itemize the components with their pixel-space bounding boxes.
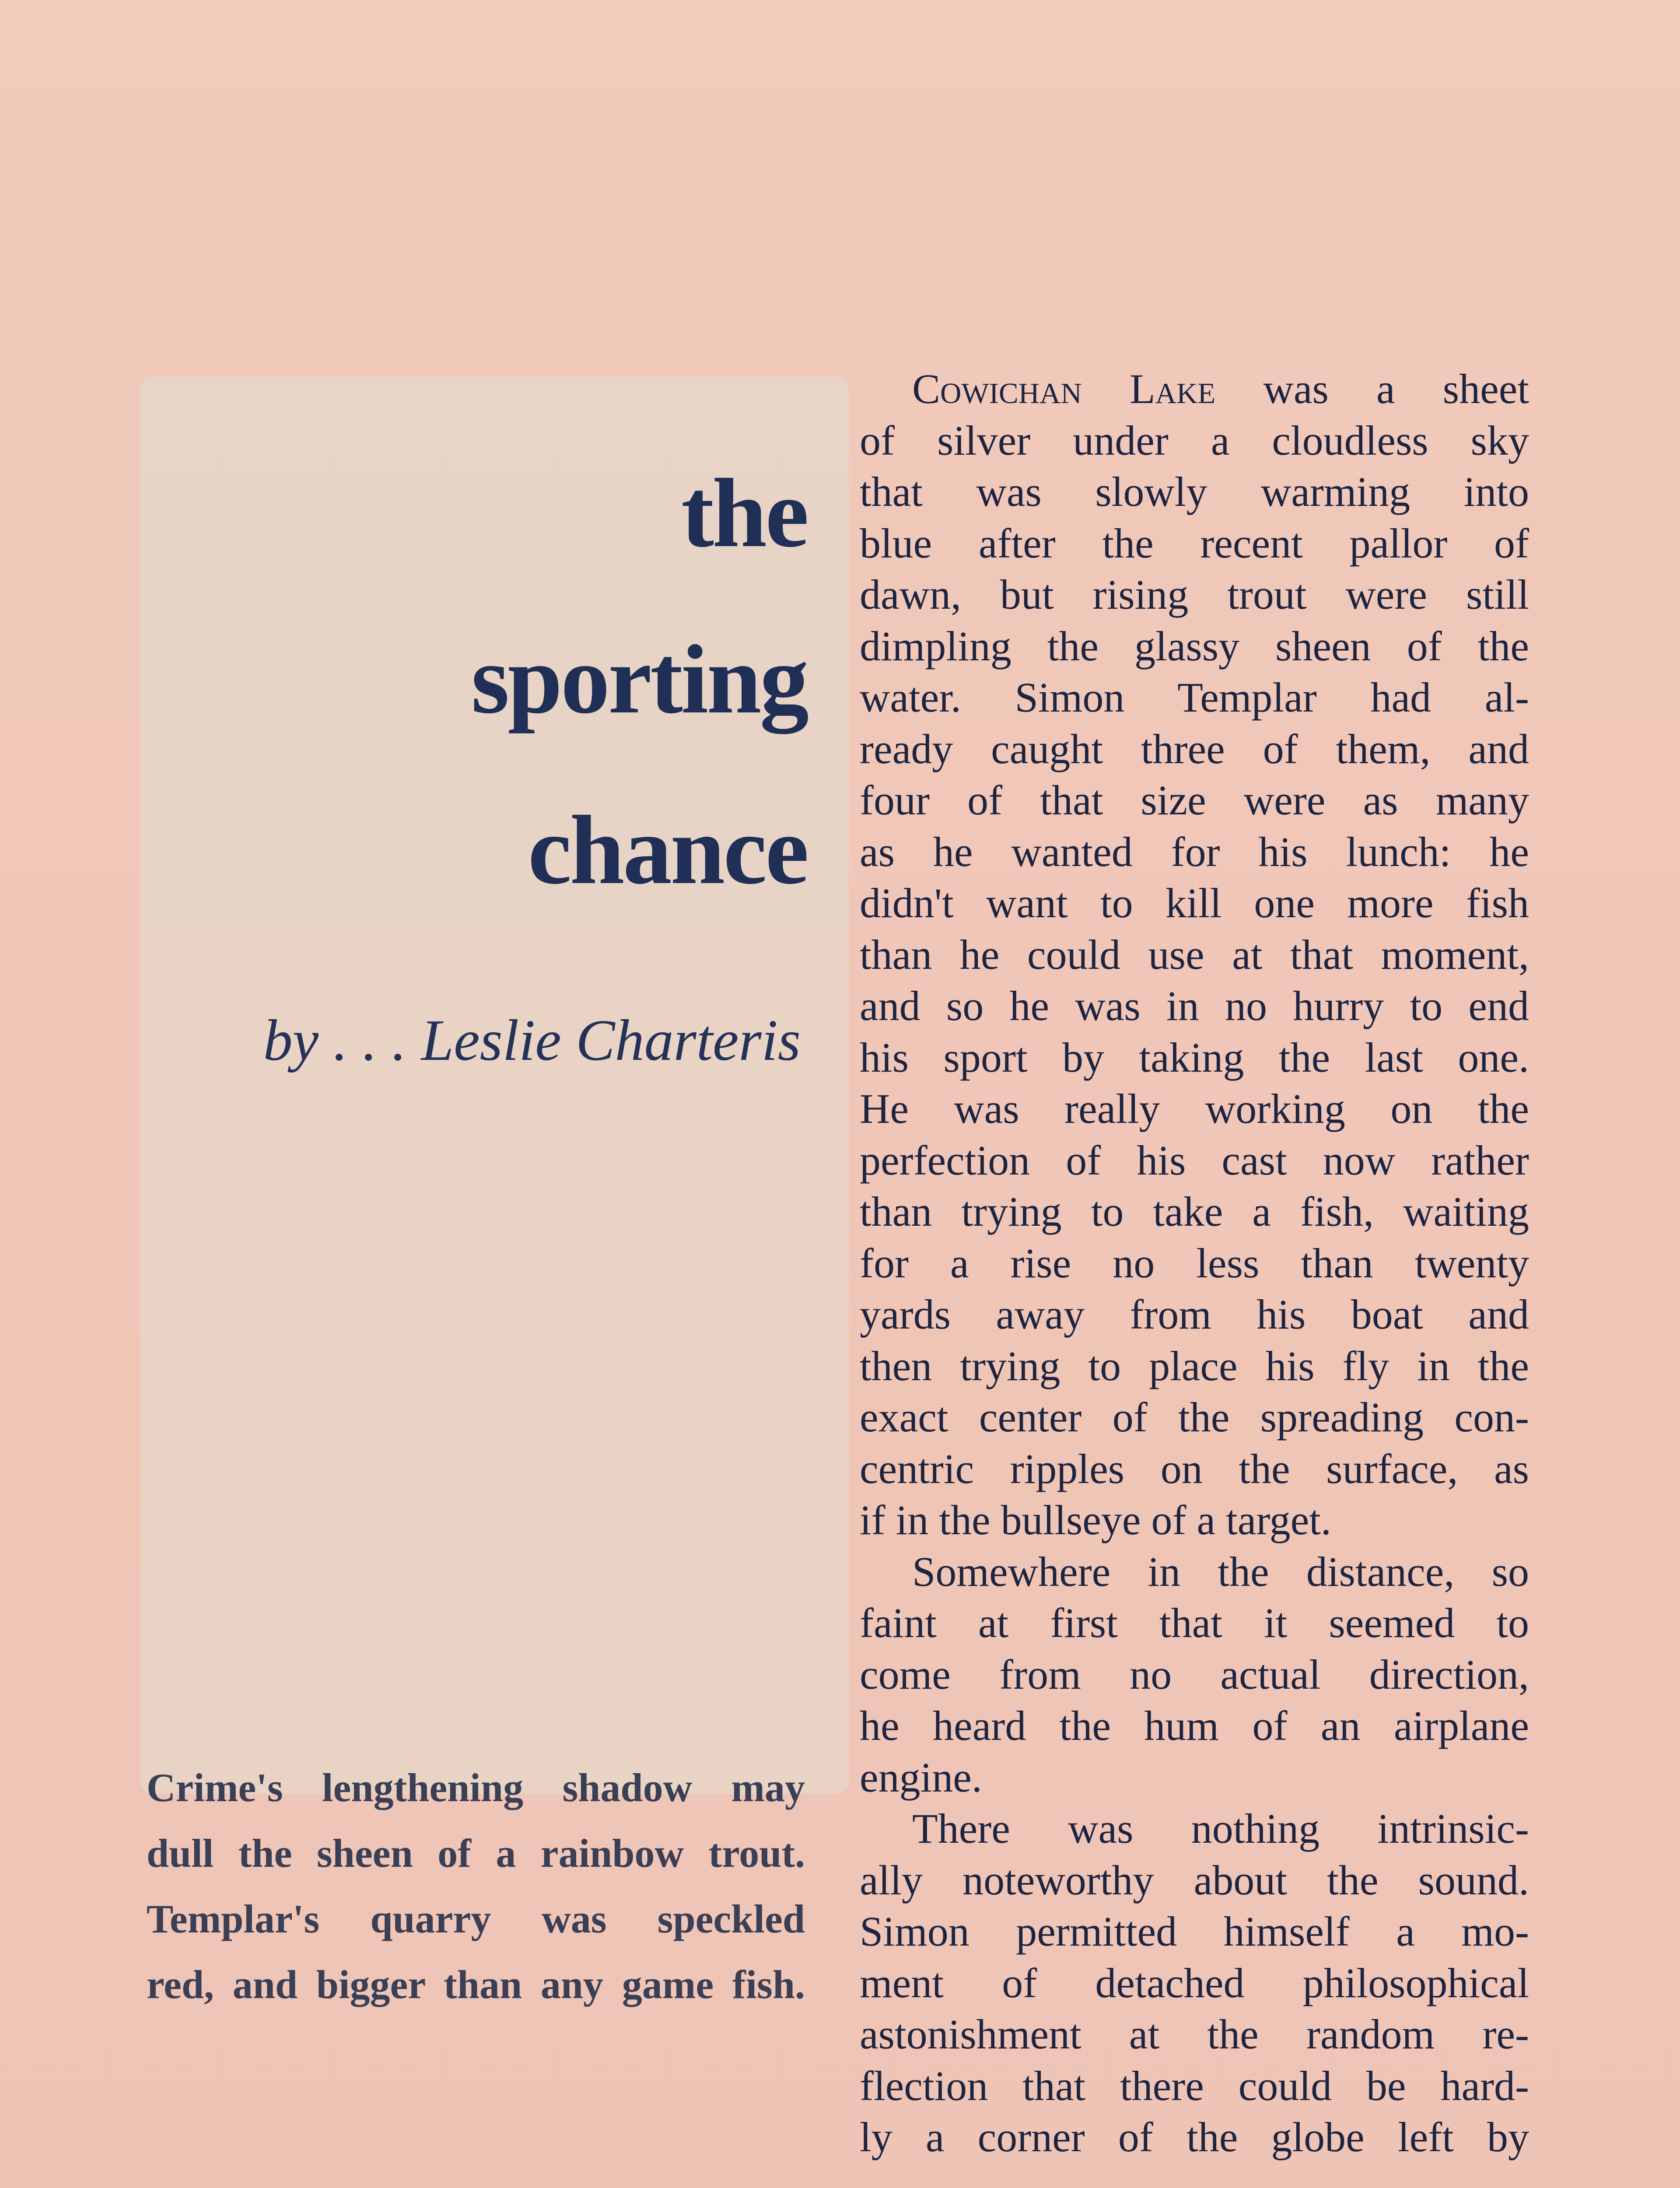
- story-line: ally noteworthy about the sound.: [860, 1856, 1529, 1904]
- story-paragraph-3: [860, 1803, 1529, 2163]
- story-line: that was slowly warming into: [860, 468, 1529, 515]
- story-title-line-1: the: [681, 458, 807, 568]
- story-line: if in the bullseye of a target.: [860, 1497, 1331, 1543]
- blurb-line: dull the sheen of a rainbow trout.: [147, 1831, 805, 1876]
- story-line: [860, 363, 1529, 415]
- story-line: water. Simon Templar had al-: [860, 674, 1529, 721]
- story-line: centric ripples on the surface, as: [860, 1445, 1529, 1492]
- story-line-text: There was nothing intrinsic-: [912, 1805, 1529, 1852]
- story-line: for a rise no less than twenty: [860, 1239, 1529, 1287]
- story-line: then trying to place his fly in the: [860, 1342, 1529, 1389]
- story-line: He was really working on the: [860, 1085, 1529, 1132]
- story-line: of silver under a cloudless sky: [860, 417, 1529, 464]
- story-line: dawn, but rising trout were still: [860, 571, 1529, 618]
- story-title-line-2: sporting: [471, 624, 807, 734]
- story-line: come from no actual direction,: [860, 1651, 1529, 1698]
- story-line: dimpling the glassy sheen of the: [860, 622, 1529, 670]
- blurb-line: Crime's lengthening shadow may: [147, 1765, 805, 1810]
- story-line: than trying to take a fish, waiting: [860, 1188, 1529, 1235]
- story-line: yards away from his boat and: [860, 1291, 1529, 1338]
- story-line: didn't want to kill one more fish: [860, 880, 1529, 926]
- story-line: astonishment at the random re-: [860, 2011, 1529, 2058]
- story-line: flection that there could be hard-: [860, 2062, 1529, 2109]
- story-line: than he could use at that moment,: [860, 931, 1529, 978]
- story-paragraph-1: [860, 415, 1529, 1546]
- story-line: blue after the recent pallor of: [860, 519, 1529, 567]
- story-line: engine.: [860, 1753, 982, 1801]
- story-line: ly a corner of the globe left by: [860, 2114, 1529, 2160]
- blurb-line: Templar's quarry was speckled: [147, 1897, 805, 1941]
- story-line: faint at first that it seemed to: [860, 1599, 1529, 1646]
- story-line: [860, 1803, 1529, 1855]
- story-line: four of that size were as many: [860, 777, 1529, 824]
- story-line: [860, 1546, 1529, 1598]
- blurb-line: red, and bigger than any game fish.: [147, 1962, 805, 2007]
- story-line: he heard the hum of an airplane: [860, 1702, 1529, 1749]
- story-first-line-rest: was a sheet: [1215, 365, 1529, 412]
- story-blurb: [147, 1755, 805, 2017]
- story-paragraph-2: [860, 1546, 1529, 1803]
- author-byline: by . . . Leslie Charteris: [263, 1008, 801, 1073]
- story-line: Simon permitted himself a mo-: [860, 1908, 1529, 1955]
- story-line: ment of detached philosophical: [860, 1959, 1529, 2006]
- story-line: exact center of the spreading con-: [860, 1394, 1529, 1441]
- faded-illustration-area: [140, 376, 849, 1794]
- story-line: and so he was in no hurry to end: [860, 982, 1529, 1029]
- story-line: ready caught three of them, and: [860, 725, 1529, 772]
- story-opening-words: Cowichan Lake: [912, 365, 1216, 412]
- story-line: perfection of his cast now rather: [860, 1136, 1529, 1184]
- story-line: his sport by taking the last one.: [860, 1034, 1529, 1081]
- story-title-line-3: chance: [528, 795, 807, 905]
- story-text-column: [860, 363, 1529, 2163]
- story-line: as he wanted for his lunch: he: [860, 828, 1529, 875]
- story-line-text: Somewhere in the distance, so: [912, 1548, 1529, 1595]
